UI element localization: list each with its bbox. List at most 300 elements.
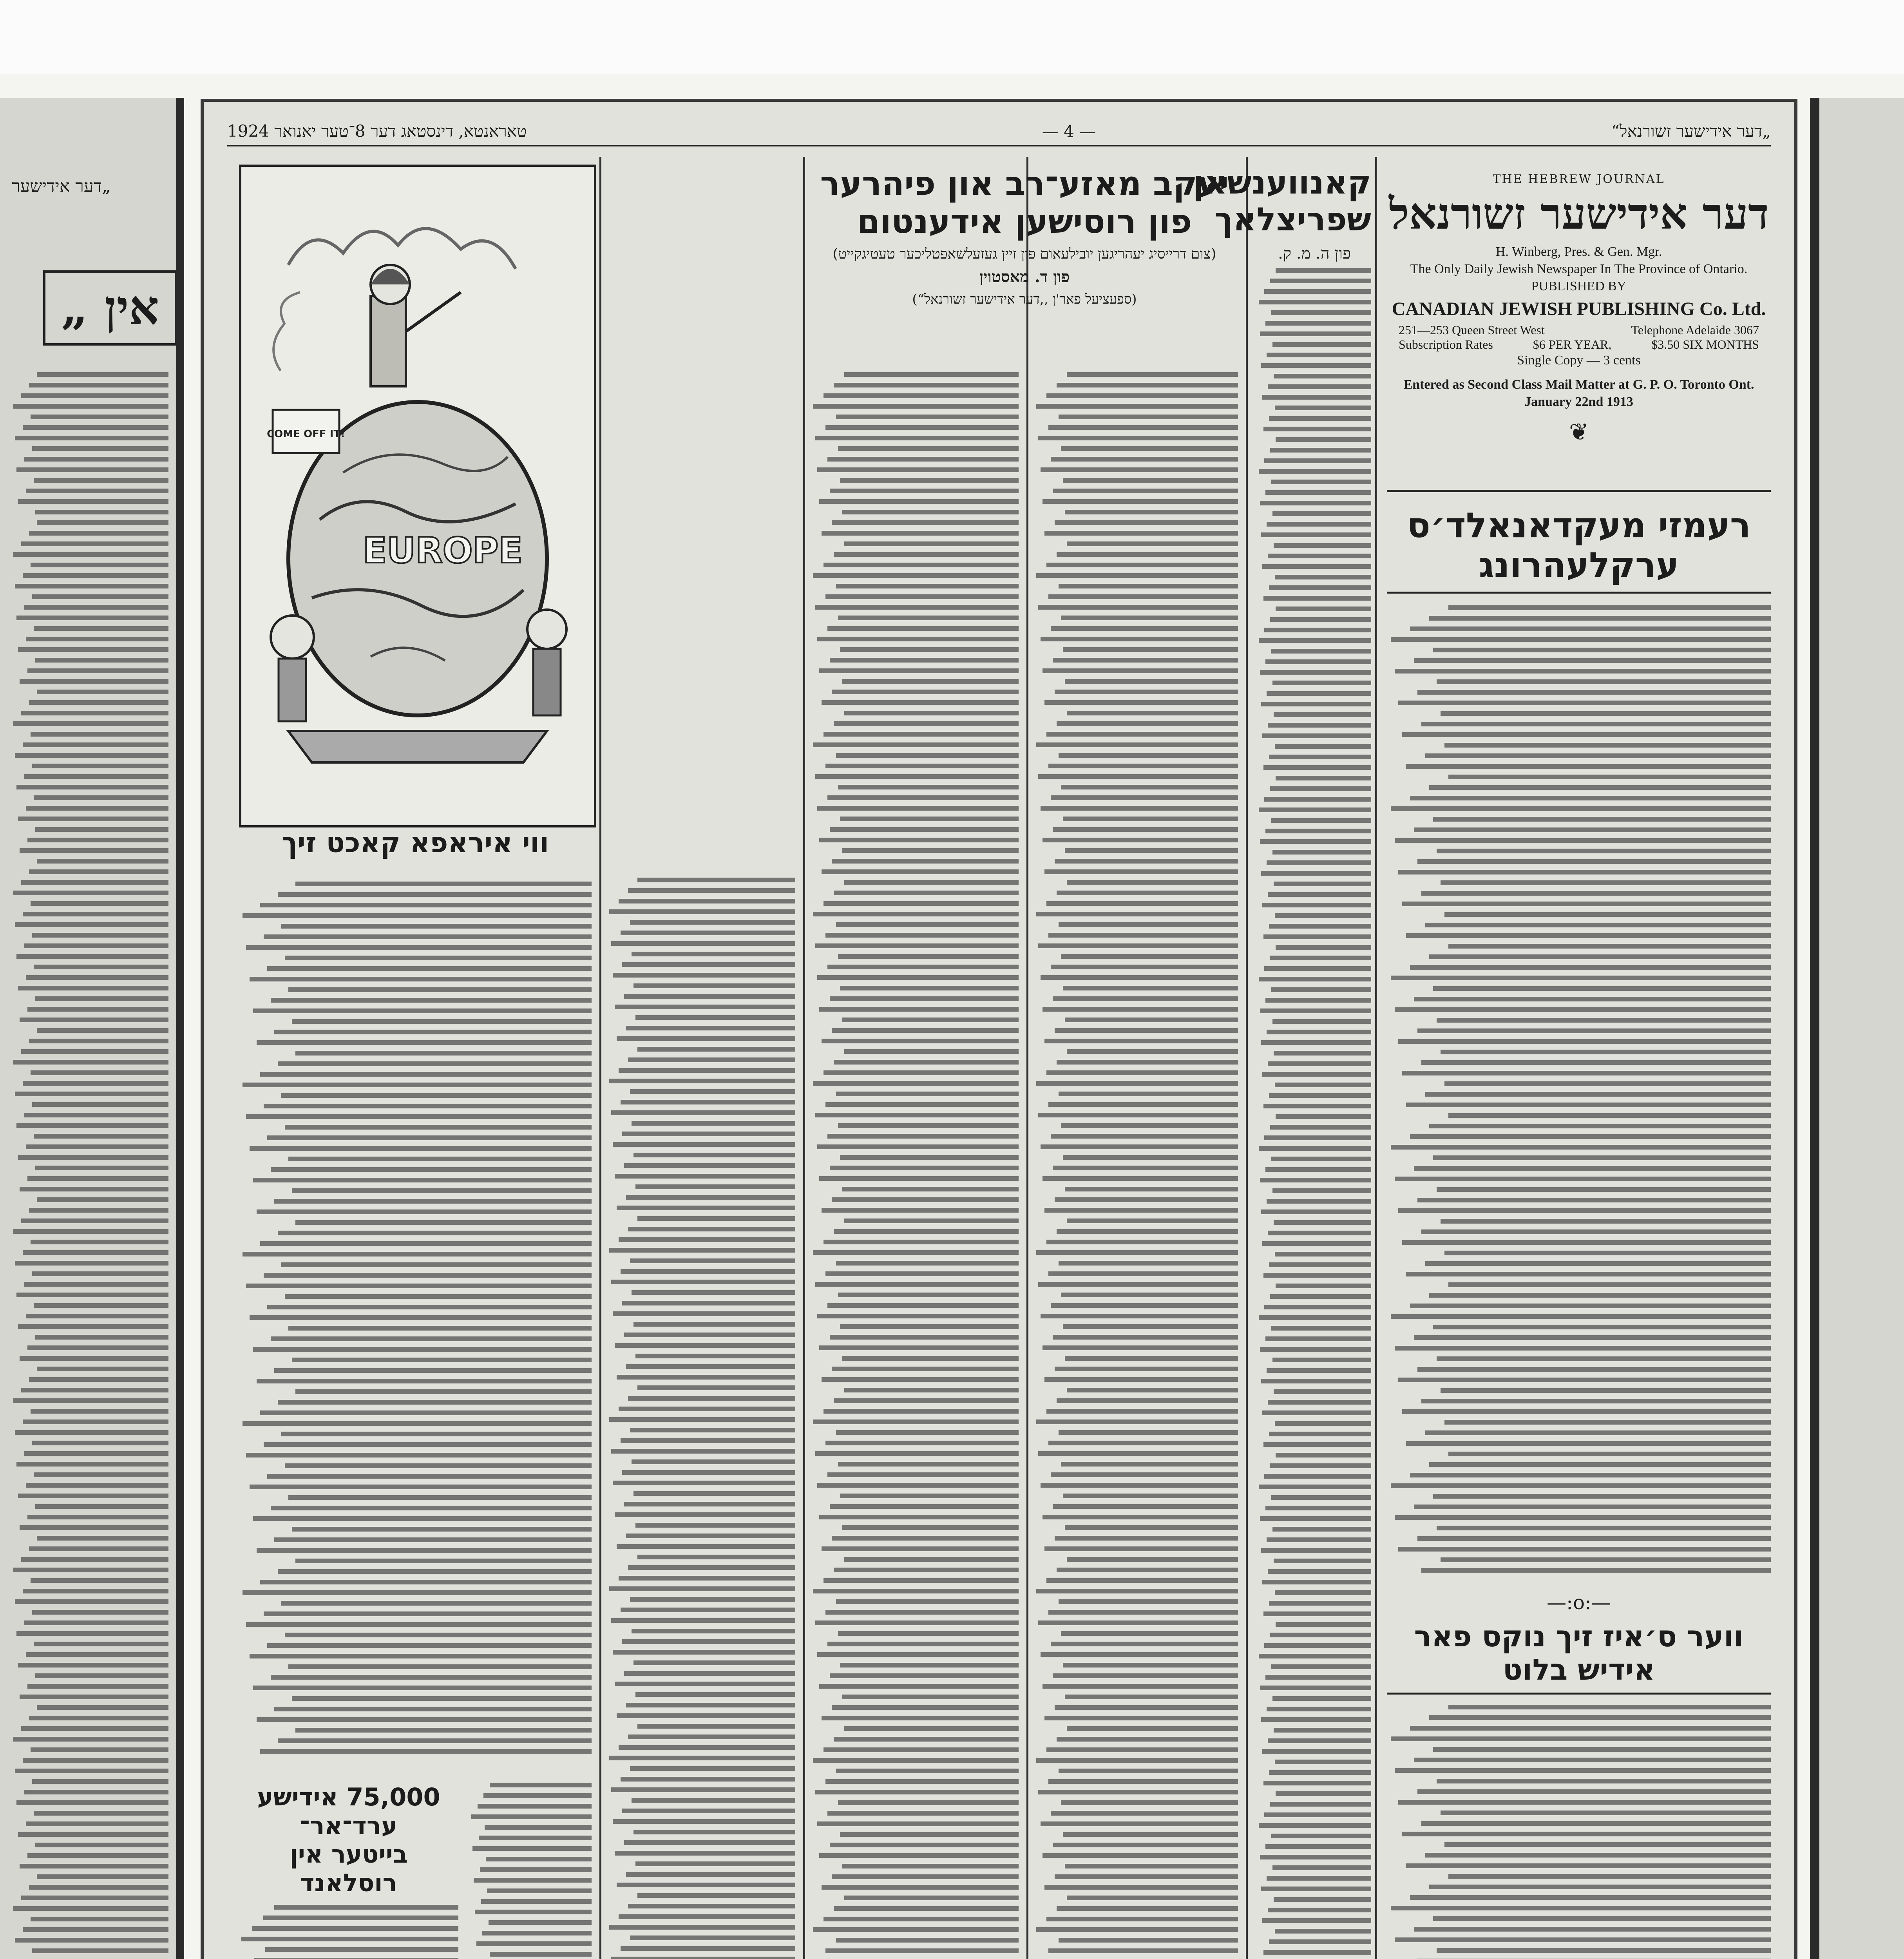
text-line — [817, 806, 1019, 811]
text-line — [827, 626, 1019, 631]
text-line — [1448, 605, 1771, 610]
text-line — [1406, 1103, 1771, 1107]
text-line — [1267, 353, 1371, 357]
text-line — [1067, 1049, 1238, 1054]
text-line — [1059, 1938, 1238, 1943]
running-head-paper-name: „דער אידישער זשורנאל“ — [1611, 121, 1771, 141]
text-line — [267, 966, 592, 971]
text-line — [1063, 647, 1238, 652]
text-line — [1055, 1874, 1238, 1879]
text-line — [1041, 1821, 1238, 1826]
text-line — [476, 1941, 592, 1946]
text-line — [1065, 1018, 1238, 1022]
text-line — [1262, 1410, 1371, 1415]
story-byline: פון ד. מאסטוין — [979, 268, 1070, 286]
text-line — [1437, 1356, 1771, 1361]
text-line — [1042, 838, 1238, 842]
text-line — [1059, 1769, 1238, 1773]
text-line — [1041, 1314, 1238, 1318]
text-line — [613, 1142, 795, 1147]
text-line — [1067, 541, 1238, 546]
text-line — [20, 848, 168, 853]
text-line — [1259, 1485, 1371, 1489]
text-line — [31, 1070, 168, 1075]
text-line — [24, 1790, 168, 1794]
text-line — [832, 1874, 1019, 1879]
masthead-address-row — [1387, 323, 1771, 337]
text-line — [1274, 1220, 1371, 1225]
text-line — [1398, 701, 1771, 705]
text-line — [1067, 372, 1238, 377]
text-line — [37, 1874, 168, 1879]
ornament-icon: ❦ — [1569, 418, 1589, 446]
text-line — [1038, 1451, 1238, 1456]
text-line — [241, 1937, 458, 1941]
text-line — [1259, 977, 1371, 981]
text-line — [1055, 1028, 1238, 1033]
text-line — [1065, 1187, 1238, 1191]
text-line — [37, 1536, 168, 1541]
text-line — [1267, 691, 1371, 696]
text-line — [1275, 1590, 1372, 1595]
text-line — [1264, 1812, 1371, 1817]
text-line — [1271, 818, 1371, 823]
text-line — [842, 1187, 1019, 1191]
text-line — [1057, 1229, 1238, 1234]
text-line — [1437, 1187, 1771, 1192]
text-line — [13, 1737, 168, 1742]
story-dateline: (ספעציעל פאר'ן ,,דער אידישער זשורנאל“) — [912, 291, 1137, 308]
text-line — [32, 933, 168, 938]
text-line — [1414, 658, 1771, 663]
text-line — [1267, 1368, 1371, 1373]
text-line — [1067, 1218, 1238, 1223]
text-line — [264, 1611, 592, 1616]
text-line — [622, 1809, 795, 1813]
text-line — [1444, 1081, 1771, 1086]
text-line — [483, 1793, 592, 1798]
text-line — [1044, 1039, 1238, 1043]
text-line — [1259, 469, 1371, 474]
text-line — [257, 1040, 592, 1045]
text-line — [1441, 1557, 1771, 1562]
text-line — [295, 1051, 592, 1056]
text-line — [21, 541, 168, 546]
text-line — [34, 1303, 168, 1308]
text-line — [1048, 1779, 1238, 1784]
text-line — [1042, 1345, 1238, 1350]
text-line — [1414, 997, 1771, 1001]
text-line — [822, 1885, 1019, 1890]
text-line — [20, 679, 168, 684]
masthead-english-title: THE HEBREW JOURNAL — [1493, 172, 1665, 186]
text-line — [1048, 1610, 1238, 1615]
text-line — [264, 934, 592, 939]
lower-middle-body — [470, 1783, 592, 1959]
text-line — [842, 679, 1019, 684]
text-line — [20, 1525, 168, 1530]
text-line — [263, 1916, 458, 1920]
text-line — [281, 1093, 592, 1098]
text-line — [21, 393, 168, 398]
text-line — [15, 584, 168, 588]
text-line — [29, 1208, 168, 1213]
text-line — [23, 573, 168, 578]
text-line — [1259, 1823, 1371, 1828]
text-line — [830, 1335, 1019, 1340]
text-line — [1265, 659, 1371, 664]
text-line — [624, 994, 795, 999]
text-line — [295, 1389, 592, 1394]
adjacent-page-left — [0, 98, 184, 1959]
text-line — [1276, 1453, 1371, 1457]
text-line — [844, 1896, 1019, 1900]
text-line — [260, 1749, 592, 1754]
text-line — [827, 795, 1019, 800]
text-line — [34, 965, 168, 969]
text-line — [1395, 838, 1771, 843]
text-line — [822, 1039, 1019, 1043]
text-line — [609, 1756, 795, 1760]
text-line — [1398, 1800, 1771, 1805]
text-line — [1275, 744, 1372, 749]
text-line — [1402, 1832, 1771, 1836]
text-line — [1044, 869, 1238, 874]
text-line — [617, 1206, 795, 1210]
text-line — [819, 1176, 1019, 1181]
text-line — [1063, 478, 1238, 483]
text-line — [264, 1273, 592, 1278]
text-line — [838, 1293, 1019, 1297]
text-line — [23, 1250, 168, 1255]
text-line — [16, 1631, 168, 1636]
text-line — [1276, 437, 1371, 442]
text-line — [1395, 1007, 1771, 1012]
text-line — [253, 1008, 592, 1013]
text-line — [1421, 891, 1771, 896]
text-line — [815, 943, 1019, 948]
text-line — [1038, 605, 1238, 610]
text-line — [13, 1229, 168, 1234]
text-line — [1391, 1483, 1771, 1488]
text-line — [825, 1779, 1019, 1784]
text-line — [1048, 1102, 1238, 1107]
text-line — [823, 563, 1019, 567]
text-line — [1264, 1135, 1371, 1140]
text-line — [274, 1905, 458, 1910]
text-line — [1274, 1559, 1371, 1563]
story-headline-line1: יעקב מאזע־רב און פיהרער — [820, 164, 1229, 203]
text-line — [817, 1652, 1019, 1657]
text-line — [836, 1938, 1019, 1943]
text-line — [838, 1123, 1019, 1128]
text-line — [633, 1322, 795, 1327]
text-line — [1059, 1092, 1238, 1096]
text-line — [1067, 711, 1238, 715]
text-line — [617, 1544, 795, 1549]
masthead-tagline: The Only Daily Jewish Newspaper In The Province of Ontario. — [1410, 262, 1748, 276]
text-line — [257, 1717, 592, 1722]
text-line — [637, 1047, 795, 1052]
text-line — [1042, 668, 1238, 673]
text-line — [1421, 722, 1771, 726]
text-line — [1267, 1030, 1371, 1034]
text-line — [1055, 1197, 1238, 1202]
text-line — [32, 1948, 168, 1953]
text-line — [637, 878, 795, 882]
text-line — [630, 920, 795, 925]
text-line — [1270, 1463, 1371, 1468]
text-line — [1046, 1917, 1238, 1921]
text-line — [1429, 1715, 1771, 1720]
text-line — [1414, 1335, 1771, 1340]
text-line — [478, 1804, 592, 1809]
text-line — [1265, 1675, 1371, 1680]
text-line — [31, 1747, 168, 1752]
text-line — [1429, 616, 1771, 621]
text-line — [619, 1745, 795, 1750]
text-line — [1055, 520, 1238, 525]
text-line — [1038, 1790, 1238, 1794]
text-line — [288, 1664, 592, 1669]
text-line — [1272, 511, 1371, 516]
text-line — [613, 1311, 795, 1316]
text-line — [836, 584, 1019, 588]
text-line — [1061, 616, 1238, 620]
text-line — [1448, 1282, 1771, 1287]
text-line — [29, 531, 168, 536]
text-line — [27, 1515, 168, 1519]
text-line — [838, 785, 1019, 789]
text-line — [1260, 1347, 1371, 1352]
text-line — [635, 1184, 795, 1189]
text-line — [1269, 1093, 1371, 1098]
text-line — [1437, 1526, 1771, 1530]
text-line — [285, 1294, 592, 1299]
text-line — [35, 658, 168, 663]
cartoon-speech-sign: COME OFF IT! — [267, 428, 345, 440]
text-line — [633, 1153, 795, 1157]
text-line — [15, 436, 168, 440]
text-line — [31, 415, 168, 419]
column-rule — [599, 157, 601, 1959]
text-line — [844, 1557, 1019, 1562]
text-line — [838, 954, 1019, 959]
text-line — [825, 1271, 1019, 1276]
text-line — [23, 1758, 168, 1763]
text-line — [1261, 702, 1371, 706]
text-line — [819, 1853, 1019, 1858]
text-line — [1264, 628, 1371, 632]
masthead-per-year: $6 PER YEAR, — [1533, 337, 1612, 351]
text-line — [1275, 1760, 1372, 1764]
text-line — [34, 1472, 168, 1477]
text-line — [1274, 1897, 1371, 1902]
text-line — [1259, 1146, 1371, 1151]
text-line — [246, 1622, 592, 1627]
text-line — [1264, 966, 1371, 971]
text-line — [632, 1798, 795, 1803]
text-line — [267, 1474, 592, 1479]
text-line — [1262, 1072, 1371, 1077]
text-line — [836, 1599, 1019, 1604]
text-line — [1059, 922, 1238, 927]
text-line — [1262, 1241, 1371, 1246]
lower-left-article-body — [239, 882, 592, 1763]
text-line — [32, 1102, 168, 1107]
text-line — [23, 912, 168, 916]
text-line — [15, 1769, 168, 1773]
masthead-company: CANADIAN JEWISH PUBLISHING Co. Ltd. — [1392, 299, 1766, 319]
text-line — [815, 1113, 1019, 1117]
text-line — [15, 1430, 168, 1435]
text-line — [832, 1536, 1019, 1541]
text-line — [1036, 1081, 1238, 1086]
text-line — [1067, 1557, 1238, 1562]
newspaper-page — [204, 102, 1794, 1959]
text-line — [295, 1559, 592, 1563]
text-line — [626, 1534, 795, 1538]
text-line — [1271, 1664, 1371, 1669]
text-line — [1036, 1589, 1238, 1593]
text-line — [1414, 827, 1771, 832]
text-line — [1044, 531, 1238, 536]
text-line — [813, 1250, 1019, 1255]
text-line — [20, 1695, 168, 1699]
text-line — [295, 1728, 592, 1733]
text-line — [827, 1811, 1019, 1816]
text-line — [1410, 1895, 1771, 1900]
text-line — [1261, 1040, 1371, 1045]
text-line — [1448, 1113, 1771, 1118]
text-line — [1272, 1527, 1371, 1532]
text-line — [834, 1398, 1019, 1403]
text-line — [834, 1060, 1019, 1065]
text-line — [1057, 891, 1238, 895]
text-line — [250, 977, 592, 981]
text-line — [621, 1777, 795, 1782]
text-line — [1042, 1853, 1238, 1858]
europe-cartoon-illustration — [241, 167, 589, 820]
text-line — [635, 1861, 795, 1866]
text-line — [1268, 1908, 1371, 1912]
text-line — [619, 1237, 795, 1242]
text-line — [1061, 1293, 1238, 1297]
text-line — [1398, 1039, 1771, 1044]
text-line — [844, 711, 1019, 715]
masthead-six-months: $3.50 SIX MONTHS — [1651, 337, 1759, 351]
text-line — [1036, 1250, 1238, 1255]
text-line — [819, 1515, 1019, 1519]
text-line — [617, 1036, 795, 1041]
text-line — [20, 1864, 168, 1868]
text-line — [1268, 1400, 1371, 1405]
text-line — [1053, 489, 1238, 493]
text-line — [611, 1110, 795, 1115]
text-line — [1265, 1167, 1371, 1172]
text-line — [815, 1790, 1019, 1794]
text-line — [264, 1442, 592, 1447]
text-line — [832, 1367, 1019, 1371]
text-line — [1267, 1199, 1371, 1204]
text-line — [1260, 1008, 1371, 1013]
text-line — [1259, 300, 1371, 304]
text-line — [823, 393, 1019, 398]
text-line — [1270, 1633, 1371, 1637]
text-line — [37, 372, 168, 377]
text-line — [35, 510, 168, 514]
text-line — [1259, 1315, 1371, 1320]
text-line — [609, 1079, 795, 1083]
text-line — [611, 1449, 795, 1454]
text-line — [1267, 522, 1371, 527]
text-line — [1272, 1865, 1371, 1870]
story-body-b — [811, 372, 1019, 1959]
text-line — [34, 626, 168, 631]
text-line — [1264, 458, 1371, 463]
text-line — [823, 1917, 1019, 1921]
text-line — [1059, 753, 1238, 758]
text-line — [836, 922, 1019, 927]
text-line — [611, 1787, 795, 1792]
text-line — [15, 1938, 168, 1943]
text-line — [1269, 1939, 1371, 1944]
text-line — [285, 956, 592, 960]
text-line — [13, 1060, 168, 1065]
text-line — [1263, 765, 1372, 770]
masthead-title: דער אידישער זשורנאל — [1389, 188, 1769, 239]
text-line — [37, 1705, 168, 1710]
text-line — [250, 1315, 592, 1320]
text-line — [1053, 1504, 1238, 1509]
text-line — [1410, 1134, 1771, 1139]
text-line — [274, 1707, 592, 1711]
text-line — [1046, 1578, 1238, 1583]
text-line — [1065, 679, 1238, 684]
text-line — [1059, 1261, 1238, 1266]
text-line — [1264, 1474, 1371, 1479]
text-line — [243, 1590, 592, 1595]
text-line — [24, 1620, 168, 1625]
text-line — [1259, 807, 1371, 812]
text-line — [1391, 806, 1771, 811]
text-line — [288, 1495, 592, 1500]
text-line — [611, 941, 795, 946]
text-line — [1262, 1580, 1371, 1584]
text-line — [16, 785, 168, 789]
text-line — [1272, 681, 1371, 685]
text-line — [1268, 723, 1371, 728]
text-line — [1063, 1832, 1238, 1837]
text-line — [243, 1083, 592, 1087]
text-line — [827, 1472, 1019, 1477]
text-line — [834, 1906, 1019, 1911]
text-line — [1417, 1198, 1771, 1202]
text-line — [1441, 1219, 1771, 1224]
text-line — [834, 1229, 1019, 1234]
text-line — [260, 1580, 592, 1584]
text-line — [281, 1262, 592, 1267]
text-line — [35, 1166, 168, 1170]
text-line — [1437, 849, 1771, 853]
text-line — [292, 1188, 592, 1193]
text-line — [26, 637, 168, 641]
text-line — [16, 1123, 168, 1128]
text-line — [13, 552, 168, 557]
text-line — [842, 1864, 1019, 1868]
text-line — [1061, 785, 1238, 789]
text-line — [271, 1675, 592, 1680]
